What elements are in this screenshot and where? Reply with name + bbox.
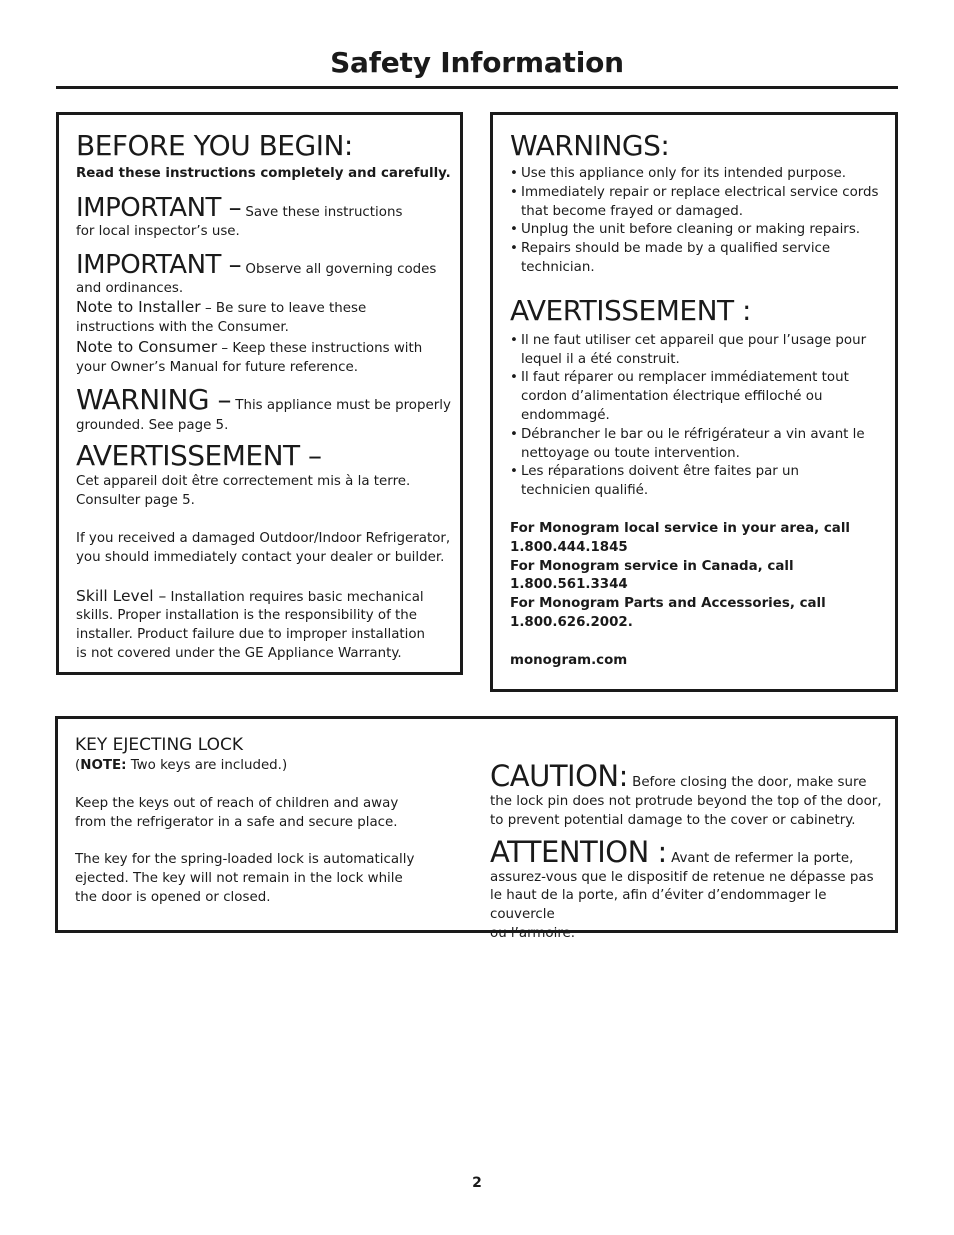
- note-to-consumer-text: – Keep these instructions with: [217, 340, 423, 356]
- attention-text: Avant de refermer la porte,: [666, 850, 854, 866]
- note-to-installer-text-cont: instructions with the Consumer.: [76, 320, 289, 336]
- avertissement-ground-text: Cet appareil doit être correctement mis à la terre.: [76, 474, 411, 490]
- list-item: • Débrancher le bar ou le réfrigérateur a vin avant le nettoyage ou toute intervention.: [510, 426, 870, 464]
- warnings-box: [490, 112, 898, 692]
- lock-note-label: NOTE:: [80, 758, 127, 773]
- note-to-consumer-label: Note to Consumer: [76, 337, 218, 356]
- page-number: 2: [472, 1175, 482, 1191]
- caution-text-cont: to prevent potential damage to the cover or cabinetry.: [490, 812, 856, 828]
- warning-label: WARNING –: [76, 382, 232, 416]
- important-label: IMPORTANT –: [76, 249, 242, 280]
- note-to-consumer-text-cont: your Owner’s Manual for future reference.: [76, 359, 359, 375]
- skill-level-block: [76, 587, 460, 664]
- avertissement-ground-text-cont: Consulter page 5.: [76, 493, 195, 509]
- warnings-heading: WARNINGS:: [510, 129, 670, 162]
- warnings-list: [510, 165, 880, 278]
- canada-service-phone: 1.800.561.3344: [510, 577, 628, 593]
- spring-lock-text-cont: ejected. The key will not remain in the lock while: [75, 871, 403, 887]
- skill-level-text-cont: installer. Product failure due to improper installation: [76, 627, 426, 643]
- warning-ground-block: [76, 383, 460, 436]
- attention-text-cont: le haut de la porte, afin d’éviter d’endommager le couvercle: [490, 888, 827, 923]
- spring-lock-text-cont: the door is opened or closed.: [75, 889, 271, 905]
- local-service-phone: 1.800.444.1845: [510, 539, 628, 555]
- list-item: • Il faut réparer ou remplacer immédiatement tout cordon d’alimentation électrique effiloché ou endommagé.: [510, 369, 870, 425]
- warning-ground-text: This appliance must be properly: [231, 397, 451, 413]
- service-contacts: [510, 520, 895, 633]
- page-title: Safety Information: [330, 46, 624, 79]
- key-ejecting-lock-box: [55, 716, 898, 941]
- skill-level-text: Installation requires basic mechanical: [166, 589, 424, 605]
- important-codes-text: Observe all governing codes: [241, 261, 437, 277]
- parts-phone: 1.800.626.2002.: [510, 614, 633, 630]
- important-save-text: Save these instructions: [241, 204, 403, 220]
- caution-block: [490, 759, 890, 944]
- important-codes-text-cont: and ordinances.: [76, 280, 184, 296]
- avertissement-heading: AVERTISSEMENT :: [510, 293, 751, 327]
- avertissement-label: AVERTISSEMENT –: [76, 439, 322, 473]
- attention-label: ATTENTION :: [490, 834, 667, 869]
- important-label: IMPORTANT –: [76, 192, 242, 223]
- local-service-text: For Monogram local service in your area, call: [510, 520, 851, 536]
- important-save-block: [76, 193, 460, 242]
- spring-lock-text: The key for the spring-loaded lock is automatically: [75, 852, 415, 868]
- parts-text: For Monogram Parts and Accessories, call: [510, 596, 826, 612]
- list-item: • Unplug the unit before cleaning or making repairs.: [510, 221, 880, 240]
- canada-service-text: For Monogram service in Canada, call: [510, 558, 794, 574]
- note-to-consumer-block: [76, 338, 460, 378]
- list-item: • Immediately repair or replace electrical service cords that become frayed or damaged.: [510, 184, 880, 222]
- list-item: • Les réparations doivent être faites par un technicien qualifié.: [510, 463, 870, 501]
- avertissement-ground-block: [76, 439, 460, 511]
- list-item: • Use this appliance only for its intended purpose.: [510, 165, 880, 184]
- before-you-begin-heading: BEFORE YOU BEGIN:: [76, 129, 353, 162]
- caution-text: Before closing the door, make sure: [627, 775, 867, 790]
- skill-level-text-cont: skills. Proper installation is the responsibility of the: [76, 608, 418, 624]
- note-to-installer-label: Note to Installer: [76, 298, 201, 317]
- caution-text-cont: the lock pin does not protrude beyond the top of the door,: [490, 794, 882, 809]
- lock-heading: KEY EJECTING LOCK: [75, 735, 243, 755]
- avertissement-list: [510, 332, 870, 501]
- before-you-begin-box: [56, 112, 463, 675]
- damaged-unit-text: If you received a damaged Outdoor/Indoor Refrigerator,: [76, 530, 451, 546]
- important-codes-block: [76, 250, 460, 299]
- lock-info: [75, 733, 420, 908]
- important-save-text-cont: for local inspector’s use.: [76, 223, 240, 239]
- title-divider: [56, 86, 898, 89]
- warning-ground-text-cont: grounded. See page 5.: [76, 417, 229, 433]
- damaged-unit-notice: [76, 530, 460, 568]
- attention-text-cont: assurez-vous que le dispositif de retenue ne dépasse pas: [490, 869, 874, 885]
- attention-text-cont: ou l’armoire.: [490, 925, 576, 941]
- note-to-installer-block: [76, 298, 460, 338]
- lock-note-text: Two keys are included.): [126, 758, 288, 773]
- keep-keys-text: Keep the keys out of reach of children and away: [75, 795, 399, 811]
- caution-label: CAUTION:: [490, 759, 628, 793]
- lock-note-paren: (: [75, 758, 81, 773]
- read-instructions-note: Read these instructions completely and carefully.: [76, 166, 451, 181]
- skill-level-text-cont: is not covered under the GE Appliance Warranty.: [76, 645, 402, 661]
- skill-level-label: Skill Level –: [76, 586, 167, 605]
- lock-note: [75, 757, 420, 776]
- website-text: monogram.com: [510, 652, 628, 668]
- list-item: • Repairs should be made by a qualified service technician.: [510, 240, 880, 278]
- note-to-installer-text: – Be sure to leave these: [200, 301, 367, 317]
- list-item: • Il ne faut utiliser cet appareil que pour l’usage pour lequel il a été construit.: [510, 332, 870, 370]
- keep-keys-text-cont: from the refrigerator in a safe and secure place.: [75, 814, 398, 830]
- damaged-unit-text-cont: you should immediately contact your dealer or builder.: [76, 549, 445, 565]
